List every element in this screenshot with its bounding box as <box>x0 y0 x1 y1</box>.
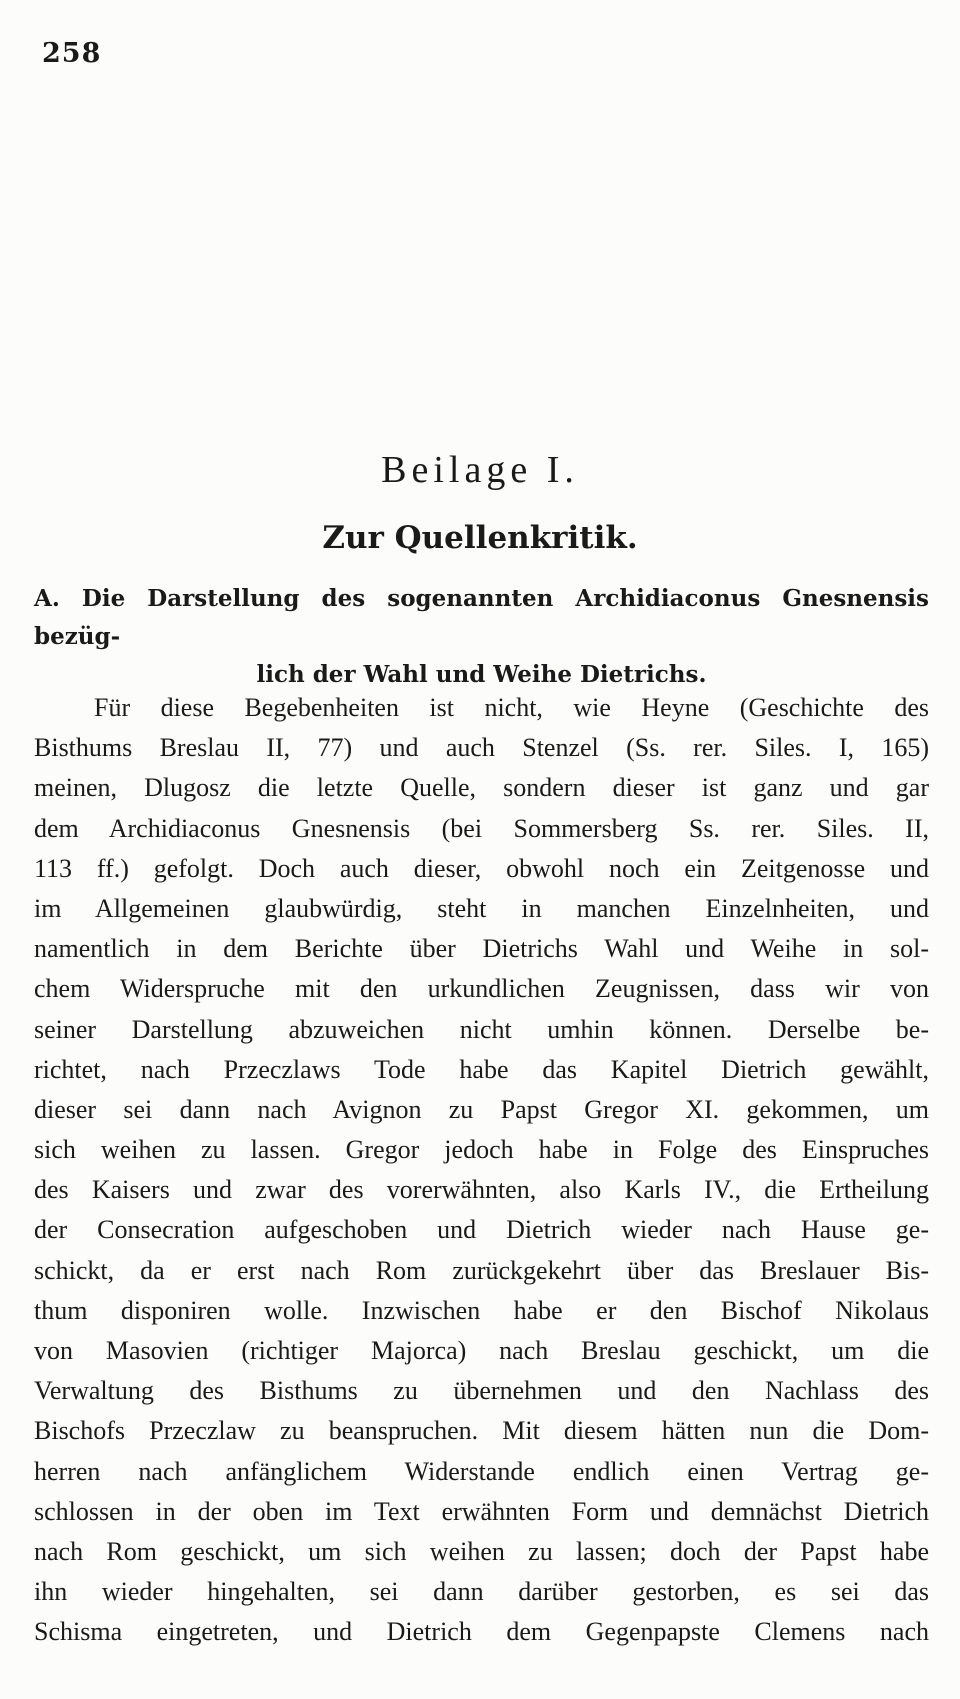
appendix-title: Beilage I. <box>381 449 579 491</box>
text-line: richtet, nach Przeczlaws Tode habe das Kapitel Dietrich gewählt, <box>34 1054 929 1084</box>
subsection-heading-line: A. Die Darstellung des sogenannten Archidiaconus Gnesnensis bezüg- <box>34 585 929 650</box>
text-line: des Kaisers und zwar des vorerwähnten, also Karls IV., die Ertheilung <box>34 1175 929 1205</box>
subsection-heading <box>34 580 929 694</box>
page-number: 258 <box>42 38 102 69</box>
text-line: Schisma eingetreten, und Dietrich dem Gegenpapste Clemens nach <box>34 1617 929 1647</box>
text-line: chem Widerspruche mit den urkundlichen Zeugnissen, dass wir von <box>34 974 929 1004</box>
text-line: im Allgemeinen glaubwürdig, steht in manchen Einzelnheiten, und <box>34 893 929 923</box>
text-line: Bischofs Przeczlaw zu beanspruchen. Mit diesem hätten nun die Dom- <box>34 1416 929 1446</box>
text-line: Verwaltung des Bisthums zu übernehmen und den Nachlass des <box>34 1376 929 1406</box>
text-line: dem Archidiaconus Gnesnensis (bei Sommersberg Ss. rer. Siles. II, <box>34 813 929 843</box>
text-line: ihn wieder hingehalten, sei dann darüber gestorben, es sei das <box>34 1577 929 1607</box>
text-line: von Masovien (richtiger Majorca) nach Breslau geschickt, um die <box>34 1336 929 1365</box>
text-line: nach Rom geschickt, um sich weihen zu lassen; doch der Papst habe <box>34 1536 929 1566</box>
text-line: der Consecration aufgeschoben und Dietrich wieder nach Hause ge- <box>34 1215 929 1245</box>
text-line: meinen, Dlugosz die letzte Quelle, sondern dieser ist ganz und gar <box>34 773 929 803</box>
text-line: thum disponiren wolle. Inzwischen habe er den Bischof Nikolaus <box>34 1295 929 1325</box>
text-line: schickt, da er erst nach Rom zurückgekehrt über das Breslauer Bis- <box>34 1255 929 1285</box>
text-line: herren nach anfänglichem Widerstande endlich einen Vertrag ge- <box>34 1456 929 1486</box>
text-line: sich weihen zu lassen. Gregor jedoch habe in Folge des Einspruches <box>34 1135 929 1165</box>
text-line: schlossen in der oben im Text erwähnten Form und demnächst Dietrich <box>34 1496 929 1526</box>
text-line: 113 ff.) gefolgt. Doch auch dieser, obwohl noch ein Zeitgenosse und <box>34 853 929 883</box>
text-line: Bisthums Breslau II, 77) und auch Stenzel (Ss. rer. Siles. I, 165) <box>34 733 929 763</box>
text-line: dieser sei dann nach Avignon zu Papst Gregor XI. gekommen, um <box>34 1094 929 1124</box>
text-line: Für diese Begebenheiten ist nicht, wie Heyne (Geschichte des <box>94 693 929 722</box>
body-paragraph <box>34 688 929 1653</box>
text-line: seiner Darstellung abzuweichen nicht umhin können. Derselbe be- <box>34 1014 929 1044</box>
section-title: Zur Quellenkritik. <box>322 520 638 556</box>
subsection-heading-line: lich der Wahl und Weihe Dietrichs. <box>256 661 707 688</box>
text-line: namentlich in dem Berichte über Dietrichs Wahl und Weihe in sol- <box>34 934 929 964</box>
